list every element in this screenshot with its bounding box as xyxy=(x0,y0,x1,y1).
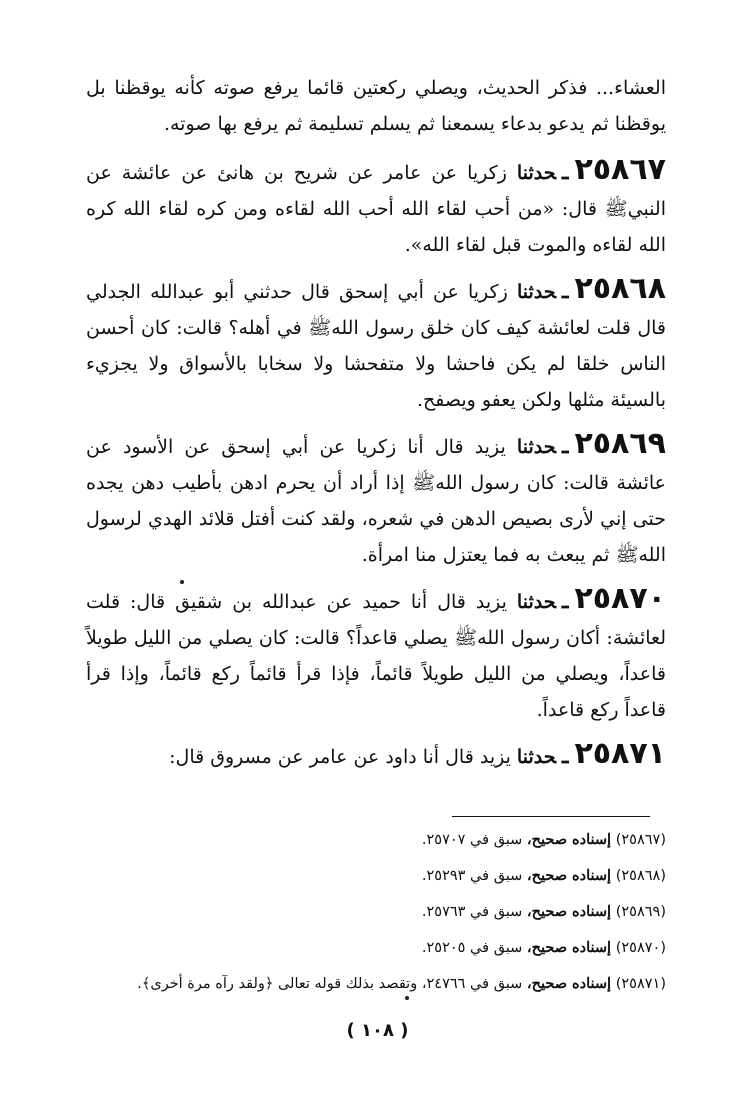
hadith-number: ٢٥٨٦٨ xyxy=(574,271,667,306)
haddathana-keyword: حدثنا xyxy=(516,162,556,184)
print-speck xyxy=(180,580,184,584)
dash-separator: ـ xyxy=(561,433,569,459)
print-speck xyxy=(405,996,409,1000)
dash-separator: ـ xyxy=(561,159,569,185)
footnote-ref: (٢٥٨٧٠) xyxy=(615,940,666,956)
footnotes xyxy=(86,822,666,1002)
haddathana-keyword: حدثنا xyxy=(516,281,556,303)
haddathana-keyword: حدثنا xyxy=(516,746,556,768)
dash-separator: ـ xyxy=(561,588,569,614)
footnote-text: سبق في ٢٥٧٦٣. xyxy=(421,904,523,920)
hadith-text: زكريا عن أبي إسحق قال حدثني أبو عبدالله الجدلي قال قلت لعائشة كيف كان خلق رسول اللهﷺ في أهله؟ قالت: كان أحسن الناس خلقا لم يكن فاحشا ولا متفحشا ولا سخابا بالأسواق ولا يجزيء بالسيئة مثلها ولكن يعفو ويصفح. xyxy=(86,281,666,411)
hadith-text: يزيد قال أنا زكريا عن أبي إسحق عن الأسود عن عائشة قالت: كان رسول اللهﷺ إذا أراد أن يحرم ادهن بأطيب دهن يجده حتى إني لأرى بصيص الدهن في شعره، ولقد كنت أفتل قلائد الهدي لرسول اللهﷺ ثم يبعث به فما يعتزل منا امرأة. xyxy=(86,436,666,566)
page-number: ( ١٠٨ ) xyxy=(346,1020,409,1041)
footnote-ref: (٢٥٨٦٩) xyxy=(615,904,666,920)
footnote-text: سبق في ٢٥٢٩٣. xyxy=(421,868,523,884)
footnote xyxy=(86,930,666,966)
main-text xyxy=(86,70,666,783)
hadith-text: يزيد قال أنا حميد عن عبدالله بن شقيق قال: قلت لعائشة: أكان رسول اللهﷺ يصلي قاعداً؟ قالت: كان يصلي من الليل طويلاً قاعداً، ويصلي من الليل طويلاً قائماً، فإذا قرأ قائماً ركع قائماً، وإذا قرأ قاعداً ركع قاعداً. xyxy=(86,591,666,721)
hadith-number: ٢٥٨٦٧ xyxy=(574,152,666,187)
hadith-25867 xyxy=(86,152,666,263)
hadith-text: زكريا عن عامر عن شريح بن هانئ عن عائشة عن النبيﷺ قال: «من أحب لقاء الله أحب الله لقاءه ومن كره لقاء الله كره الله لقاءه والموت قبل لقاء الله». xyxy=(86,162,666,256)
footnote-text: سبق في ٢٤٧٦٦، وتقصد بذلك قوله تعالى ﴿ولقد رآه مرة أخرى﴾. xyxy=(137,976,523,992)
hadith-number: ٢٥٨٧١ xyxy=(574,736,666,771)
footnote-label: إسناده صحيح، xyxy=(526,939,612,956)
footnote-label: إسناده صحيح، xyxy=(526,903,612,920)
hadith-25870 xyxy=(86,581,666,728)
footnote-ref: (٢٥٨٦٨) xyxy=(615,868,666,884)
footnote-ref: (٢٥٨٦٧) xyxy=(615,832,666,848)
haddathana-keyword: حدثنا xyxy=(516,436,556,458)
haddathana-keyword: حدثنا xyxy=(516,591,556,613)
hadith-number: ٢٥٨٧٠ xyxy=(574,581,666,616)
footnote-ref: (٢٥٨٧١) xyxy=(615,976,666,992)
dash-separator: ـ xyxy=(561,743,569,769)
intro-paragraph: العشاء... فذكر الحديث، ويصلي ركعتين قائما يرفع صوته كأنه يوقظنا بل يوقظنا ثم يدعو بدعاء يسمعنا ثم يسلم تسليمة ثم يرفع بها صوته. xyxy=(86,77,666,135)
footnote-label: إسناده صحيح، xyxy=(526,867,612,884)
hadith-text: يزيد قال أنا داود عن عامر عن مسروق قال: xyxy=(169,746,511,768)
footnote xyxy=(86,894,666,930)
hadith-25868 xyxy=(86,271,666,418)
footnote-label: إسناده صحيح، xyxy=(526,831,612,848)
hadith-25869 xyxy=(86,426,666,573)
footnote-divider xyxy=(452,816,650,817)
hadith-number: ٢٥٨٦٩ xyxy=(574,426,666,461)
footnote xyxy=(86,822,666,858)
hadith-25871 xyxy=(86,736,666,775)
footnote-text: سبق في ٢٥٧٠٧. xyxy=(421,832,523,848)
footnote xyxy=(86,966,666,1002)
dash-separator: ـ xyxy=(562,278,569,304)
footnote-label: إسناده صحيح، xyxy=(526,975,612,992)
footnote-text: سبق في ٢٥٢٠٥. xyxy=(421,940,523,956)
footnote xyxy=(86,858,666,894)
